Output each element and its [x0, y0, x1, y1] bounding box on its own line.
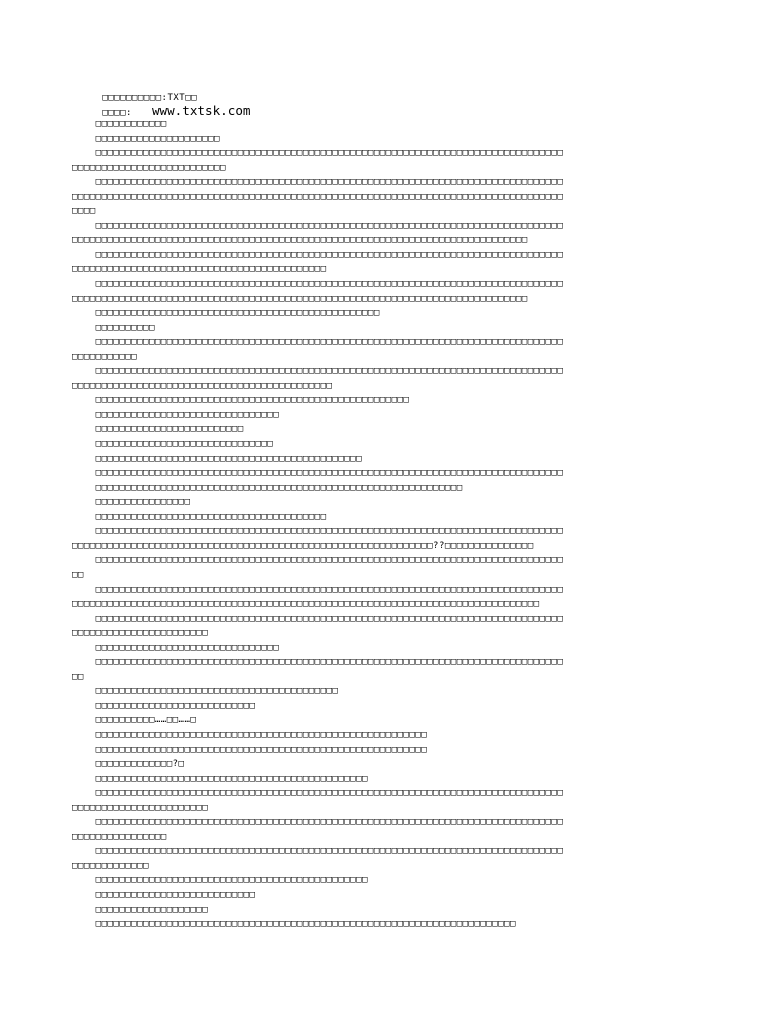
text-line: □□□□□□□□□□□: [72, 351, 138, 362]
text-line: □□: [72, 671, 84, 682]
text-line: □□□□□□□□□□□□□□□□□□□□□□□□□□□□□□□□□□□□□□□□□□□□□□□□□□□□□□□□□□□□□□□□□□□□□□□□□□□□□□□: [72, 599, 540, 610]
text-line: □□□□□□□□□□□□□□□□□□□□□□□□□□□□□□□□□□□□□□□□□□□□□□□□□□□□□□□□□□□□□□□□□□□□□□□□□□□□□□□□□□□: [72, 191, 564, 202]
text-line: □□□□□□□□□□□□□□□□□□□□□□□□□□□□□□□□□□□□□□□□□□□□: [72, 380, 333, 391]
text-line: □□□□□□□□□□□□□□□□□□□□□□□□□□□: [72, 700, 256, 711]
text-line: □□□□□□□□□□□□□□□□□□□□□□□□□□□□□□□□□□□□□□□□□□□□□□□□□□□□□□□□□□□□□□□□□□□□□□□: [72, 919, 516, 930]
text-line: □□□□□□□□□□□□□□□□□□□□□□□□□□□□□□□: [72, 409, 280, 420]
text-line: □□□□: [72, 206, 96, 217]
text-line: □□□□□□□□□□□□□□□□□□□□□□□□□□□□□□□□□□□□□□□□□□□□□□: [72, 875, 368, 886]
text-line: □□□□□□□□□□□□□□□□□□□□□□□□□: [72, 424, 244, 435]
text-line: □□□□□□□□□□□□□□□□□□□□□□□: [72, 628, 209, 639]
text-line: □□□□□□□□□□□□□□□□□□□□□□□□□□□□□□□□□□□□□□□□□□□□□□: [72, 773, 368, 784]
text-line: □□□□□□□□□□□□□□□□□□□□□□□□□□□□□□□□□□□□□□□□□: [72, 686, 339, 697]
text-line: □□□□□□□□□□□□□□□□□□□: [72, 904, 209, 915]
text-line: □□□□□□□□□□……□□……□: [72, 715, 197, 726]
text-line: □□□□□□□□□□□□□□□□□□□□□□□□□□□□□□□□□□□□□□□□□□□□□□□□□□□□□□□□□□□□□□□□□□□□□□□□□□□□□□□: [72, 526, 564, 537]
document-body: [72, 117, 702, 932]
text-line: □□□□□□□□□□□□□□□□: [72, 831, 167, 842]
text-line: □□□□□□□□□□□□□□□□□□□□□□□□□□□□□□□□□□□□□□□□□□□□□□□□□□□□□□□□□□□□□□□□□□□□□□□□□□□□□□□: [72, 788, 564, 799]
document-title: □□□□□□□□□□:TXT□□: [102, 93, 198, 103]
text-line: □□□□□□□□□□□□: [72, 119, 167, 129]
text-line: □□□□□□□□□□□□□□□□□□□□□□□□□□□□□□□□□□□□□□□□□□□□□□□□□□□□□□□□□□□□□□□□□□□□□□□□□□□□□□□: [72, 148, 564, 159]
text-line: □□□□□□□□□□□□□□□□□□□□□□□□□□□□□□□□□□□□□□□□□□□□□□□□□□□□□□□□□□□□□□□□□□□□□□□□□□□□□□□: [72, 555, 564, 566]
source-url: www.txtsk.com: [151, 103, 251, 118]
text-line: □□□□□□□□□□□□□□□□□□□□□□□□□□: [72, 162, 226, 173]
text-line: □□: [72, 569, 84, 580]
text-line: □□□□□□□□□□□□□□□□□□□□□□□: [72, 802, 209, 813]
text-line: □□□□□□□□□□□□□□□□□□□□□: [72, 133, 220, 144]
text-line: □□□□□□□□□□□□□□□□□□□□□□□□□□□□□□□□□□□□□□□□□□□□□□□□□□□□□□□□□□□□□□□□□□□□□□□□□□□□□□□: [72, 249, 564, 260]
text-line: □□□□□□□□□□□□□□□□□□□□□□□□□□□□□□□□□□□□□□□□□□□□□□□□: [72, 308, 380, 319]
text-line: □□□□□□□□□□□□□?□: [72, 759, 185, 770]
text-line: □□□□□□□□□□□□□□□□□□□□□□□□□□□□□□□□□□□□□□□□□□□□□□□□□□□□□: [72, 395, 410, 406]
text-line: □□□□□□□□□□□□□□□□□□□□□□□□□□□□□□□□□□□□□□□□□□□□□□□□□□□□□□□□□□□□□□□□□□□□□□□□□□□□□□□: [72, 468, 564, 479]
text-line: □□□□□□□□□□□□□□□□□□□□□□□□□□□□□□□□□□□□□□□□□□□□□□□□□□□□□□□□□□□□□□: [72, 482, 463, 493]
text-line: □□□□□□□□□□□□□□□□□□□□□□□□□□□□□□□□□□□□□□□: [72, 511, 327, 522]
text-line: □□□□□□□□□□□□□□□□□□□□□□□□□□□□□□: [72, 439, 274, 450]
text-line: □□□□□□□□□□□□□□□□□□□□□□□□□□□□□□□□□□□□□□□□□□□□□□□□□□□□□□□□: [72, 744, 428, 755]
text-line: □□□□□□□□□□□□□□□□□□□□□□□□□□□□□□□□□□□□□□□□□□□□□□□□□□□□□□□□□□□□□□□□□□□□□□□□□□□□□□□: [72, 817, 564, 828]
text-line: □□□□□□□□□□□□□□□□□□□□□□□□□□□□□□□□□□□□□□□□□□□: [72, 264, 327, 275]
text-line: □□□□□□□□□□□□□□□□□□□□□□□□□□□: [72, 889, 256, 900]
text-line: □□□□□□□□□□□□□□□□□□□□□□□□□□□□□□□□□□□□□□□□□□□□□□□□□□□□□□□□□□□□□□□□□□□□□□□□□□□□□□□: [72, 366, 564, 377]
document-page: [72, 73, 702, 932]
text-line: □□□□□□□□□□□□□: [72, 860, 149, 871]
text-line: □□□□□□□□□□□□□□□□□□□□□□□□□□□□□□□□□□□□□□□□□□□□□□□□□□□□□□□□□□□□□□□□□□□□□□□□□□□□□□□: [72, 657, 564, 668]
text-line: □□□□□□□□□□□□□□□□□□□□□□□□□□□□□□□□□□□□□□□□□□□□□□□□□□□□□□□□□□□□□□□□□□□□□□□□□□□□□□□: [72, 613, 564, 624]
text-line: □□□□□□□□□□□□□□□□□□□□□□□□□□□□□□□□□□□□□□□□□□□□□: [72, 453, 363, 464]
source-label: □□□□:: [102, 108, 132, 118]
text-line: □□□□□□□□□□□□□□□□□□□□□□□□□□□□□□□□□□□□□□□□□□□□□□□□□□□□□□□□□□□□□□□□□□□□□□□□□□□□□□□: [72, 220, 564, 231]
text-line: □□□□□□□□□□□□□□□□: [72, 497, 191, 508]
document-title-line: [72, 73, 702, 103]
text-line: □□□□□□□□□□□□□□□□□□□□□□□□□□□□□□□□□□□□□□□□□□□□□□□□□□□□□□□□□□□□□□□□□□□□□□□□□□□□□□□: [72, 846, 564, 857]
text-line: □□□□□□□□□□□□□□□□□□□□□□□□□□□□□□□□□□□□□□□□□□□□□□□□□□□□□□□□□□□□□□□□□□□□□□□□□□□□□: [72, 293, 528, 304]
text-line: □□□□□□□□□□□□□□□□□□□□□□□□□□□□□□□□□□□□□□□□□□□□□□□□□□□□□□□□□□□□□□□□□□□□□□□□□□□□□□□: [72, 337, 564, 348]
text-line: □□□□□□□□□□□□□□□□□□□□□□□□□□□□□□□□□□□□□□□□□□□□□□□□□□□□□□□□□□□□□□□□□□□□□□□□□□□□□: [72, 235, 528, 246]
text-line: □□□□□□□□□□□□□□□□□□□□□□□□□□□□□□□□□□□□□□□□□□□□□□□□□□□□□□□□□□□□□□□□□□□□□□□□□□□□□□□: [72, 584, 564, 595]
text-line: □□□□□□□□□□□□□□□□□□□□□□□□□□□□□□□□□□□□□□□□□□□□□□□□□□□□□□□□□□□□□??□□□□□□□□□□□□□□□: [72, 540, 534, 551]
text-line: □□□□□□□□□□□□□□□□□□□□□□□□□□□□□□□□□□□□□□□□□□□□□□□□□□□□□□□□□□□□□□□□□□□□□□□□□□□□□□□: [72, 177, 564, 188]
text-line: □□□□□□□□□□□□□□□□□□□□□□□□□□□□□□□□□□□□□□□□□□□□□□□□□□□□□□□□: [72, 729, 428, 740]
text-line: □□□□□□□□□□□□□□□□□□□□□□□□□□□□□□□: [72, 642, 280, 653]
text-line: □□□□□□□□□□□□□□□□□□□□□□□□□□□□□□□□□□□□□□□□□□□□□□□□□□□□□□□□□□□□□□□□□□□□□□□□□□□□□□□: [72, 279, 564, 290]
text-line: □□□□□□□□□□: [72, 322, 155, 333]
